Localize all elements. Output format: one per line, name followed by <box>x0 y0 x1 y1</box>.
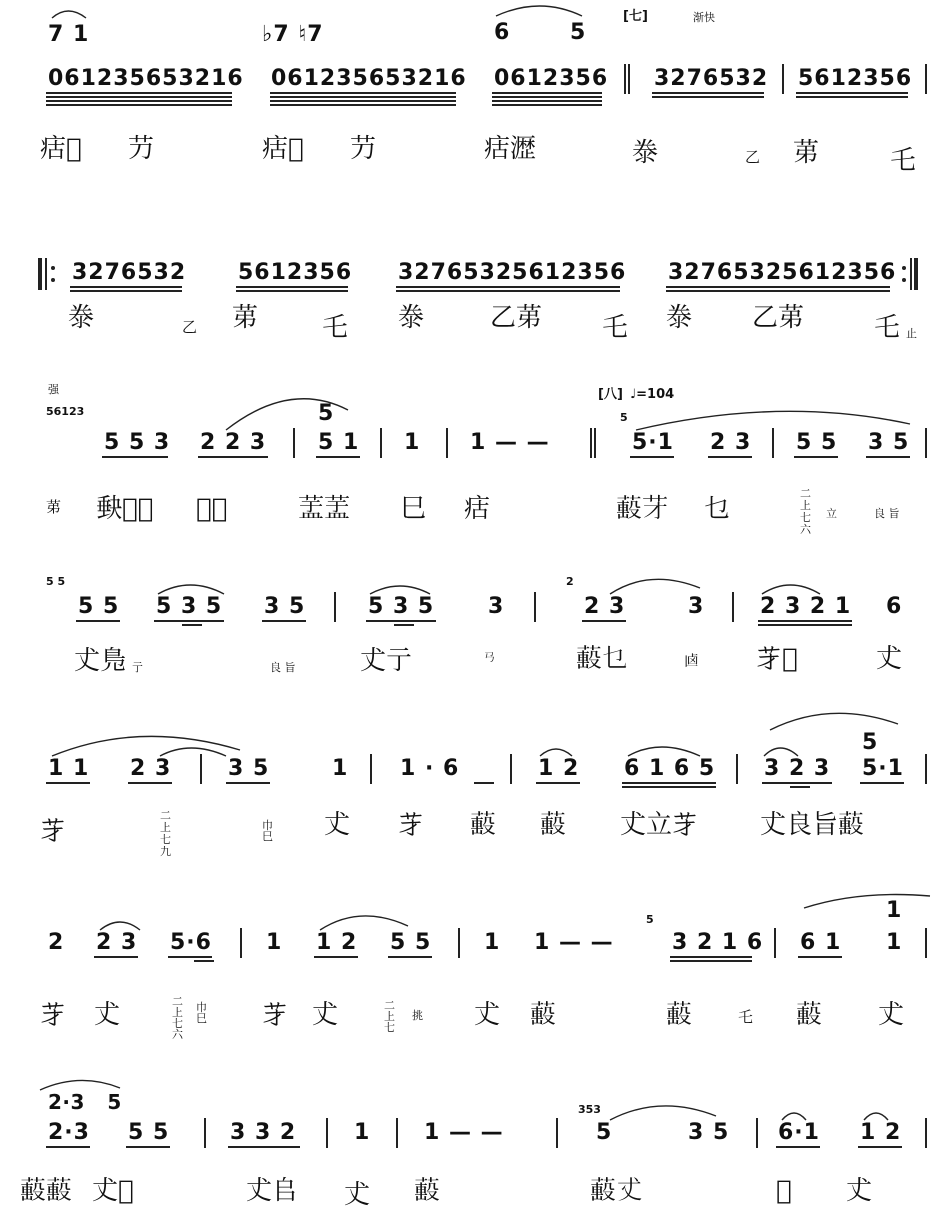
grace-notes: 5 5 <box>46 575 66 588</box>
grace-notes: 56123 <box>46 405 85 418</box>
note: 1 <box>886 930 903 955</box>
tablature-char: 𦼷𠀋 <box>590 1176 643 1206</box>
tablature-char: 苐 <box>232 303 259 333</box>
slur <box>540 749 572 756</box>
note-group: 6 1 6 5 <box>624 756 716 781</box>
tablature-char: 𠀋 <box>324 810 351 840</box>
tablature-char: 芀 <box>128 134 155 164</box>
tablature-char: 乜 <box>704 494 731 524</box>
tablature-char: 𦼷 <box>414 1176 441 1206</box>
note: 6 <box>886 594 903 619</box>
slur <box>864 1113 888 1120</box>
tablature-char: 𦼷乜 <box>576 644 629 674</box>
note-sequence: 0612356 <box>494 66 609 91</box>
slur <box>636 411 910 430</box>
tablature-char: 乙 <box>182 318 198 336</box>
tablature-char: 乇 <box>738 1008 754 1026</box>
tablature-char: 乇 <box>890 146 917 176</box>
note-group: 5 3 5 <box>156 594 223 619</box>
note-sequence: 32765325612356 <box>398 260 627 285</box>
note-sequence: 5612356 <box>798 66 913 91</box>
tablature-char: 苐 <box>793 138 820 168</box>
note-group: 2 3 <box>584 594 626 619</box>
tablature-char: 乇 <box>874 313 901 343</box>
tablature-char: 乙苐 <box>490 303 543 333</box>
tempo-text: 渐快 <box>693 11 715 24</box>
note-sequence: 3276532 <box>72 260 187 285</box>
tablature-char: 乇 <box>322 313 349 343</box>
tablature-char: 𦬁 <box>40 1000 67 1030</box>
note-group: 5 5 <box>128 1120 170 1145</box>
note: 1 <box>484 930 501 955</box>
slur <box>628 747 700 756</box>
note: 1 <box>266 930 283 955</box>
slur <box>226 399 348 430</box>
note: 6 <box>494 20 511 45</box>
slur <box>610 579 700 594</box>
note-group: 3 5 <box>228 756 270 781</box>
note-sequence: 32765325612356 <box>668 260 897 285</box>
tablature-char: 乇 <box>602 313 629 343</box>
grace-notes: 353 <box>578 1103 601 1116</box>
tablature-char: 㽽 <box>464 494 491 524</box>
note-group: 2 3 <box>710 430 752 455</box>
note-group: 5·6 <box>170 930 212 955</box>
slur <box>40 1080 120 1090</box>
tablature-char: 二上七六 <box>172 995 183 1041</box>
tablature-char: 𠀋 <box>846 1176 873 1206</box>
slur <box>370 586 430 594</box>
note-group: 1 — — <box>470 430 550 455</box>
slur <box>764 748 798 756</box>
note-group: 3 5 <box>688 1120 730 1145</box>
note-sequence: 3276532 <box>654 66 769 91</box>
tablature-char: 良 旨 <box>270 661 296 674</box>
note-group: 1 1 <box>48 756 90 781</box>
slur <box>100 922 140 930</box>
note-group: 3 5 <box>264 594 306 619</box>
note-group: 1 · 6 <box>400 756 460 781</box>
tablature-char: 𦼷 <box>666 1000 693 1030</box>
slur <box>804 895 930 909</box>
tablature-char: 巳 <box>400 494 427 524</box>
section-marker: [七] <box>623 9 648 24</box>
tablature-char: 𠀋亍 <box>360 646 413 676</box>
slur <box>160 748 226 756</box>
tablature-char: 乙苐 <box>752 303 805 333</box>
slur <box>770 713 898 730</box>
note-group: 2 3 <box>96 930 138 955</box>
tempo-mark: ♩=104 <box>630 387 675 402</box>
note-group: 5 1 <box>318 430 360 455</box>
note: 1 <box>332 756 349 781</box>
note: 5 <box>570 20 587 45</box>
tablature-char: 𣳾 <box>666 303 693 333</box>
tablature-char: 㽽𤀍 <box>262 134 304 164</box>
tablature-char: 良 旨 <box>874 507 900 520</box>
note-group: 1 2 <box>860 1120 902 1145</box>
tablature-char: 𣳾 <box>68 303 95 333</box>
grace-note: 2 <box>566 575 574 588</box>
tablature-char: 二上七六 <box>800 487 811 536</box>
tablature-char: 𠀋 <box>312 1000 339 1030</box>
note-group: ♭7 ♮7 <box>262 22 324 47</box>
tablature-char: 𠀋 <box>344 1180 371 1210</box>
note-group: 6·1 <box>778 1120 820 1145</box>
note: 2 <box>48 930 65 955</box>
tablature-char: 𦼷 <box>796 1000 823 1030</box>
tablature-char: 𠀋𠒎 <box>74 646 127 676</box>
note: 3 <box>688 594 705 619</box>
tablature-char: 𦬁 <box>40 816 67 846</box>
note-group: 5·1 <box>632 430 674 455</box>
tablature-char: 𦱃𦱃 <box>298 494 351 524</box>
tablature-char: 𡙇𠝱𠝱 <box>96 494 154 524</box>
tablature-char: 𦼷 <box>540 810 567 840</box>
slur <box>52 736 240 756</box>
note-group: 1 2 <box>538 756 580 781</box>
note-group: 5 5 <box>390 930 432 955</box>
note-group: 3 3 2 <box>230 1120 297 1145</box>
tablature-char: 𠀋 <box>474 1000 501 1030</box>
tablature-char: 𠀋 <box>878 1000 905 1030</box>
tablature-char: 𠀋立𦬁 <box>620 810 699 840</box>
dynamic-mark: 强 <box>48 383 59 396</box>
tablature-char: 𦼷 <box>470 810 497 840</box>
slur <box>610 1106 716 1120</box>
slur <box>52 11 86 18</box>
tablature-char: 𠀋 <box>876 644 903 674</box>
tablature-char: 𦬁 <box>262 1000 289 1030</box>
note: 3 <box>488 594 505 619</box>
slur <box>782 1113 806 1120</box>
slur <box>158 585 224 594</box>
tablature-char: 𠝱 <box>776 1176 792 1206</box>
note-sequence: 061235653216 <box>271 66 467 91</box>
note-group: 7 1 <box>48 22 90 47</box>
note-group: 5 5 <box>78 594 120 619</box>
tablature-char: 亍 <box>132 661 143 674</box>
tablature-char: 𠀋𠝱 <box>92 1176 134 1206</box>
tablature-char: 𦬁 <box>398 810 425 840</box>
note-sequence: 061235653216 <box>48 66 244 91</box>
note-group: 5 3 5 <box>368 594 435 619</box>
tablature-char: 巾巳 <box>196 1001 207 1025</box>
tablature-char: 巾巳 <box>262 819 273 843</box>
note-group: 1 2 <box>316 930 358 955</box>
note-group: 3 5 <box>868 430 910 455</box>
tablature-char: 㽽𤁋 <box>484 134 537 164</box>
tablature-char: 𣳾 <box>632 138 659 168</box>
note: 1 <box>886 898 903 923</box>
tablature-char: 𠀋𠂤 <box>246 1176 299 1206</box>
tablature-char: 挑 <box>412 1009 423 1022</box>
tablature-char: 芀 <box>350 134 377 164</box>
note-group: 2·3 5 <box>48 1090 122 1114</box>
note: 1 <box>404 430 421 455</box>
tablature-char: 二上七 <box>384 999 395 1034</box>
note-group: 3 2 1 6 <box>672 930 764 955</box>
note-group: 5 5 <box>796 430 838 455</box>
tablature-char: 𦬁𠚢 <box>756 644 798 674</box>
tablature-char: 乙 <box>745 148 761 166</box>
note: 5 <box>596 1120 613 1145</box>
note-group: 3 2 3 <box>764 756 831 781</box>
note-group: 2·3 <box>48 1120 90 1145</box>
tablature-char: 止 <box>906 327 917 340</box>
tablature-char: 立 <box>826 507 837 520</box>
tablature-char: 𣳾 <box>398 303 425 333</box>
note: 1 <box>354 1120 371 1145</box>
note-group: 1 — — <box>534 930 614 955</box>
note-group: 6 1 <box>800 930 842 955</box>
tablature-char: 𠧟 <box>684 652 700 670</box>
tablature-char: 𠀋良旨𦼷 <box>760 810 865 840</box>
grace-note: 5 <box>620 411 628 424</box>
note-group: 2 2 3 <box>200 430 267 455</box>
tablature-char: 𦼷𦼷 <box>20 1176 73 1206</box>
tablature-char: 㽽𤀍 <box>40 134 82 164</box>
tablature-char: 苐 <box>46 498 62 516</box>
note: 5 <box>318 401 335 426</box>
note-group: 5·1 <box>862 756 904 781</box>
section-marker: [八] <box>598 387 623 402</box>
tablature-char: 𦼷 <box>530 1000 557 1030</box>
note-group: 2 3 <box>130 756 172 781</box>
note-group: 2 3 2 1 <box>760 594 852 619</box>
tablature-char: 𢎘 <box>484 651 495 664</box>
tablature-char: 𦼷𦬁 <box>616 494 669 524</box>
slur <box>496 6 582 16</box>
note: 5 <box>862 730 879 755</box>
note-group: 1 — — <box>424 1120 504 1145</box>
grace-note: 5 <box>646 913 654 926</box>
note-sequence: 5612356 <box>238 260 353 285</box>
note-group: 5 5 3 <box>104 430 171 455</box>
slur <box>320 916 408 930</box>
tablature-char: 𠀋 <box>94 1000 121 1030</box>
tablature-char: 二上七九 <box>160 809 171 858</box>
tablature-char: 𠝱𤀍 <box>196 494 228 524</box>
slur <box>762 585 820 594</box>
